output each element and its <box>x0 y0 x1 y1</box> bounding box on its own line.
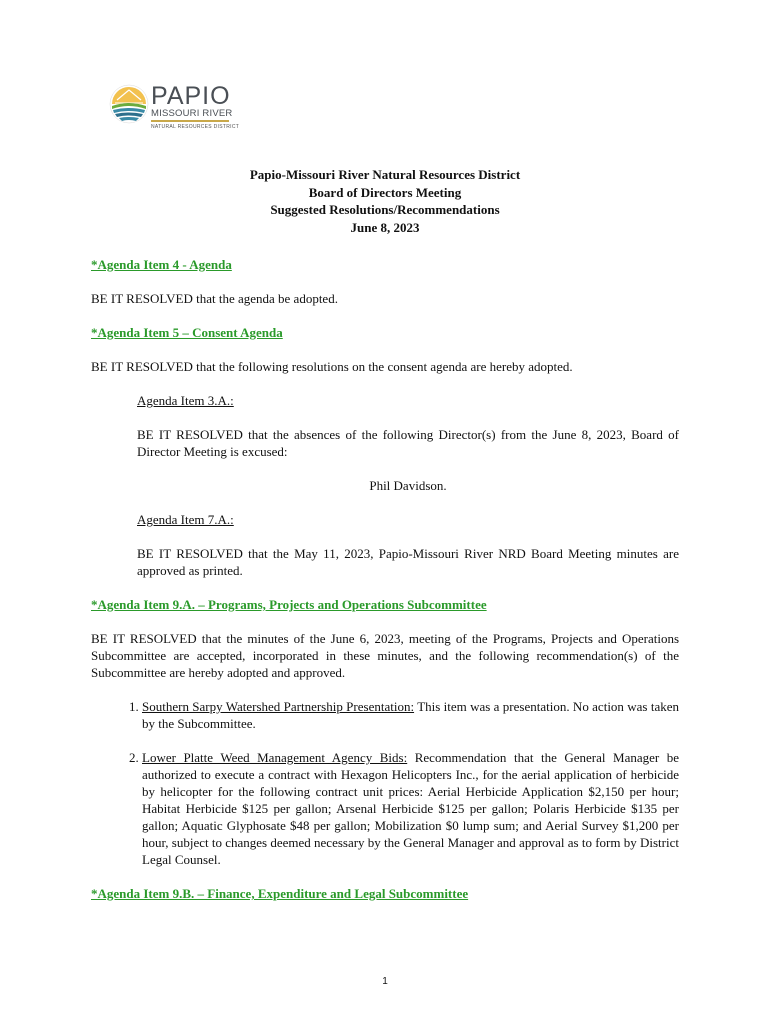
logo-name: PAPIO <box>151 82 231 110</box>
logo-divider <box>151 120 229 122</box>
document-header <box>0 166 770 236</box>
page-number: 1 <box>382 976 388 987</box>
agenda-item-9a-text: BE IT RESOLVED that the minutes of the June 6, 2023, meeting of the Programs, Projects and Operations Subcommittee are accepted, incorporated in these minutes, and the following recommendation(s) of the Subcommittee are hereby adopted and approved. <box>91 631 679 680</box>
agenda-item-5-text: BE IT RESOLVED that the following resolutions on the consent agenda are hereby adopted. <box>91 359 573 374</box>
agenda-item-4-heading: *Agenda Item 4 - Agenda <box>91 257 232 272</box>
agenda-item-7a-label-text: Agenda Item 7.A.: <box>137 512 234 527</box>
agenda-item-9a-heading: *Agenda Item 9.A. – Programs, Projects and Operations Subcommittee <box>91 597 487 612</box>
document-body <box>91 256 679 919</box>
logo-tagline: NATURAL RESOURCES DISTRICT <box>151 123 240 130</box>
list-item-title: Lower Platte Weed Management Agency Bids: <box>142 750 408 765</box>
agenda-item-9b-heading: *Agenda Item 9.B. – Finance, Expenditure and Legal Subcommittee <box>91 886 469 901</box>
agenda-item-4-text: BE IT RESOLVED that the agenda be adopted. <box>91 291 338 306</box>
agenda-item-5-heading: *Agenda Item 5 – Consent Agenda <box>91 325 283 340</box>
agenda-item-3a-label-text: Agenda Item 3.A.: <box>137 393 234 408</box>
agenda-item-3a-label <box>137 392 679 409</box>
logo-wordmark <box>151 84 251 130</box>
list-item-body: This item was a presentation. No action was taken by the Subcommittee. <box>142 699 679 731</box>
agenda-item-3a-text: BE IT RESOLVED that the absences of the following Director(s) from the June 8, 2023, Board of Director Meeting is excused: <box>137 427 679 459</box>
header-line-meeting: Board of Directors Meeting <box>308 184 462 200</box>
header-line-date: June 8, 2023 <box>350 219 420 235</box>
header-line-org: Papio-Missouri River Natural Resources District <box>249 167 521 182</box>
list-item-title: Southern Sarpy Watershed Partnership Presentation: <box>142 699 415 714</box>
list-item <box>142 698 679 732</box>
recommendation-list <box>91 698 679 868</box>
agenda-item-7a-text: BE IT RESOLVED that the May 11, 2023, Papio-Missouri River NRD Board Meeting minutes are approved as printed. <box>137 546 679 578</box>
header-line-title: Suggested Resolutions/Recommendations <box>270 202 500 217</box>
agenda-item-7a-label <box>137 511 679 528</box>
list-item-body: Recommendation that the General Manager be authorized to execute a contract with Hexagon Helicopters Inc., for the aerial application of herbicide by helicopter for the following contract unit prices: Aerial Herbicide Application $2,150 per hour; Habitat Herbicide $125 per gallon; Arsenal Herbicide $125 per gallon; Polaris Herbicide $135 per gallon; Aquatic Glyphosate $48 per gallon; Mobilization $0 lump sum; and Aerial Survey $1,200 per hour, subject to changes deemed necessary by the General Manager and approval as to form by District Legal Counsel. <box>142 750 680 867</box>
logo-subtitle: MISSOURI RIVER <box>151 108 233 119</box>
excused-director-name: Phil Davidson. <box>369 478 447 493</box>
list-item <box>142 749 679 868</box>
